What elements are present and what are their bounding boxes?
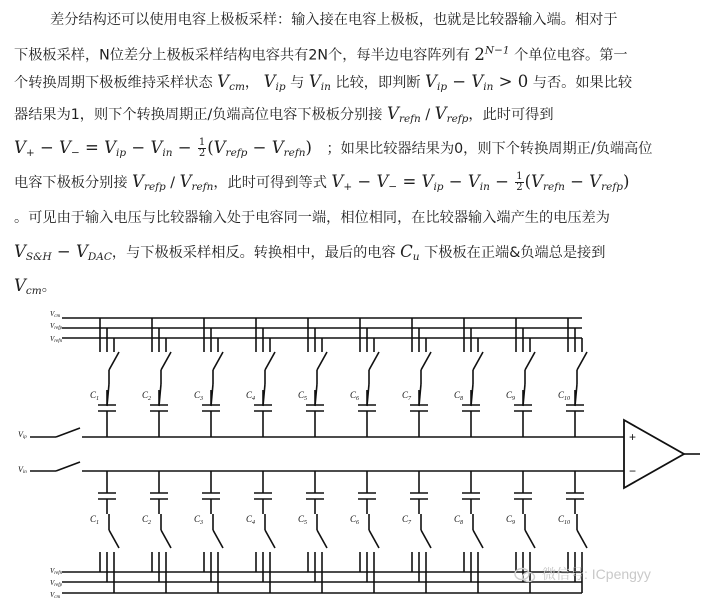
top-cap-label: $C_6$ [350,390,360,402]
top-switch [421,352,431,370]
text-line-7: 。可见由于输入电压与比较器输入处于电容同一端，相位相同，在比较器输入端产生的电压差为 [14,210,610,226]
top-cap-label: $C_4$ [246,390,256,402]
text-line-1: 差分结构还可以使用电容上极板采样：输入接在电容上极板，也就是比较器输入端。相对于 [50,12,618,28]
bot-switch [213,530,223,548]
top-switch [161,352,171,370]
top-cap-label: $C_9$ [506,390,516,402]
bot-cap-label: $C_7$ [402,514,412,526]
text-line-5: $V_+ - V_- = V_{ip} - V_{in}$ − $\frac{1}{2}$ $(V_{refp} - V_{refn})$ ；如果比较器结果为0，则下个转换周期正/负端高位 [14,137,653,159]
svg-text:Vrefn: Vrefn [50,567,63,576]
text-line-9: $V_{cm}$。 [14,276,56,297]
text-line-2: 下极板采样，N位差分上极板采样结构电容共有2N个，每半边电容阵列有 $2^{N-1}$ 个单位电容。第一 [14,44,628,64]
formula-2n1: $2^{N-1}$ [474,44,510,64]
bot-switch [421,530,431,548]
bot-cap-label: $C_4$ [246,514,256,526]
bottom-rails [50,567,582,600]
top-switch [525,352,535,370]
top-cap-label: $C_{10}$ [558,390,571,402]
svg-text:Vcm: Vcm [50,310,61,319]
bot-cap-label: $C_2$ [142,514,152,526]
svg-text:Vin: Vin [18,465,27,475]
bot-cap-label: $C_8$ [454,514,464,526]
text-line-8: $V_{S\&H} - V_{DAC}$，与下极板采样相反。转换相中，最后的电容 $C_u$ 下极板在正端&负端总是接到 [14,242,606,263]
top-switch [317,352,327,370]
capacitor-columns [90,318,587,593]
top-cap-label: $C_2$ [142,390,152,402]
comparator [624,420,700,488]
bot-switch [369,530,379,548]
svg-text:Vcm: Vcm [50,591,61,600]
svg-text:Vrefp: Vrefp [50,322,63,331]
svg-text:+: + [629,430,637,444]
svg-text:−: − [629,464,637,478]
bot-switch [577,530,587,548]
svg-text:Vip: Vip [18,430,27,440]
inputs [18,428,624,475]
top-switch [265,352,275,370]
svg-text:Vrefp: Vrefp [50,579,63,588]
bot-cap-label: $C_6$ [350,514,360,526]
bot-cap-label: $C_1$ [90,514,100,526]
bot-switch [473,530,483,548]
bot-cap-label: $C_3$ [194,514,204,526]
top-cap-label: $C_8$ [454,390,464,402]
bot-switch [109,530,119,548]
bot-switch [265,530,275,548]
bot-cap-label: $C_9$ [506,514,516,526]
top-switch [109,352,119,370]
bot-switch [317,530,327,548]
top-cap-label: $C_5$ [298,390,308,402]
wechat-icon [514,567,536,583]
top-rails [50,310,582,344]
bot-switch [161,530,171,548]
text-line-6: 电容下极板分别接 $V_{refp} / V_{refn}$，此时可得到等式 $V_+ - V_- = V_{ip} - V_{in}$ − $\frac{1}{2}$ $(V_{refn} - V_{refp})$ [14,171,630,193]
top-switch [213,352,223,370]
bot-cap-label: $C_5$ [298,514,308,526]
top-cap-label: $C_1$ [90,390,100,402]
top-switch [473,352,483,370]
top-switch [577,352,587,370]
bot-cap-label: $C_{10}$ [558,514,571,526]
text-line-3: 个转换周期下极板维持采样状态 $V_{cm}$， $V_{ip}$ 与 $V_{in}$ 比较，即判断 $V_{ip} - V_{in} > 0$ 与否。如果比较 [14,72,633,93]
bot-switch [525,530,535,548]
top-cap-label: $C_3$ [194,390,204,402]
watermark: 微信号: ICpengyy [514,564,651,584]
text-line-4: 器结果为1，则下个转换周期正/负端高位电容下极板分别接 $V_{refn} / V_{refp}$，此时可得到 [14,104,554,125]
top-cap-label: $C_7$ [402,390,412,402]
svg-text:Vrefn: Vrefn [50,335,63,344]
top-switch [369,352,379,370]
